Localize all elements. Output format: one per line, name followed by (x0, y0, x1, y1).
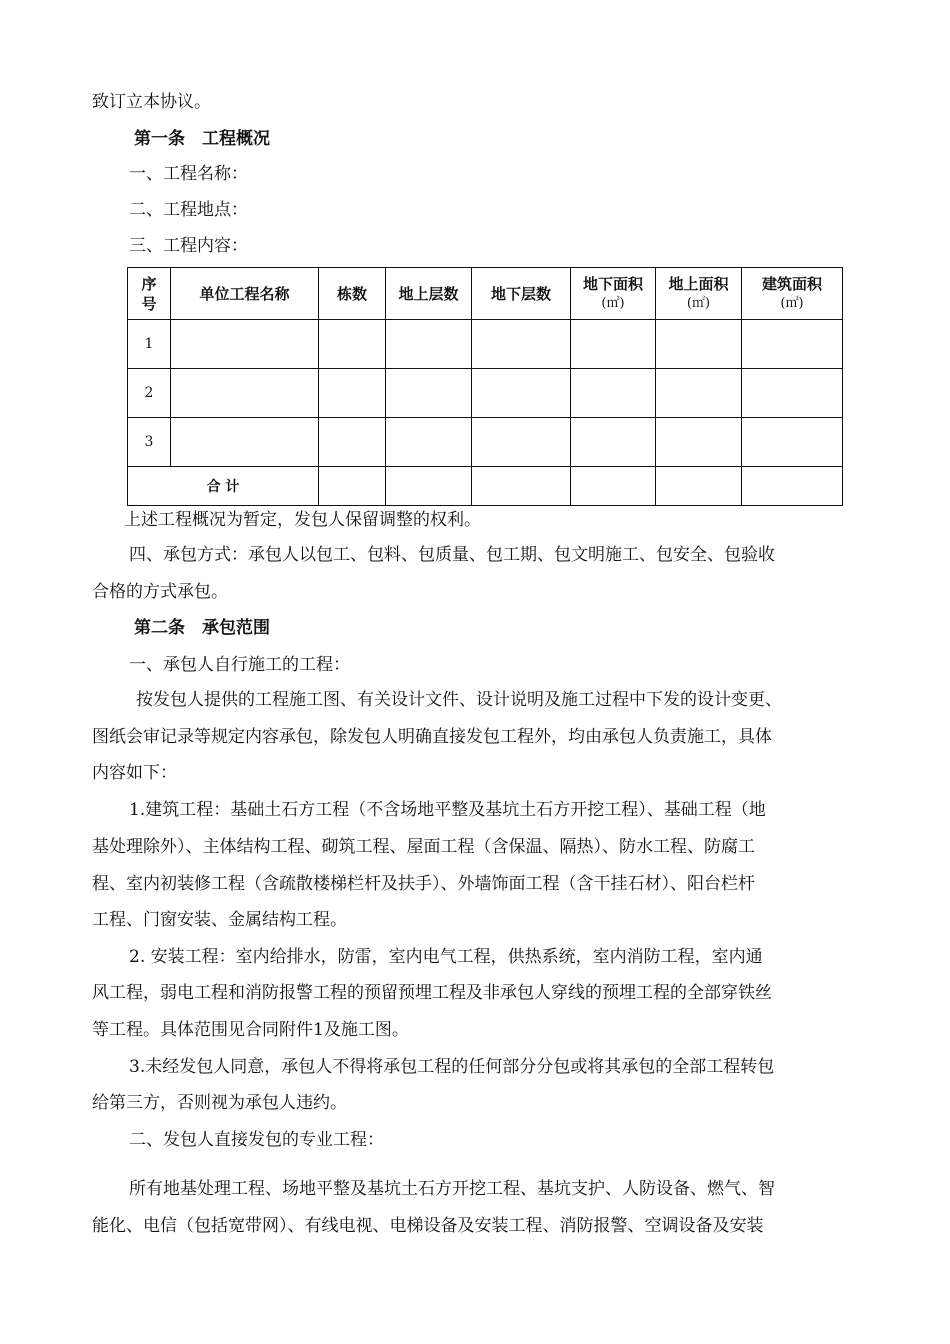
header-buildings: 栋数 (319, 268, 386, 320)
article-1-heading: 第一条 工程概况 (134, 129, 270, 149)
text-line: 给第三方，否则视为承包人违约。 (92, 1093, 347, 1113)
text-line: 3.未经发包人同意，承包人不得将承包工程的任何部分分包或将其承包的全部工程转包 (129, 1057, 775, 1077)
text-line: 工程、门窗安装、金属结构工程。 (92, 910, 347, 930)
table-cell (742, 467, 843, 506)
text-line: 上述工程概况为暂定，发包人保留调整的权利。 (124, 510, 481, 530)
header-name: 单位工程名称 (171, 268, 319, 320)
row-number: 2 (128, 369, 171, 418)
total-label: 合 计 (128, 467, 319, 506)
text-line: 按发包人提供的工程施工图、有关设计文件、设计说明及施工过程中下发的设计变更、 (136, 690, 782, 710)
text-line: 二、工程地点： (129, 200, 248, 220)
table-cell (571, 320, 656, 369)
text-line: 2. 安装工程：室内给排水，防雷，室内电气工程，供热系统，室内消防工程，室内通 (129, 947, 763, 967)
text-line: 致订立本协议。 (92, 92, 211, 112)
text-line: 基处理除外）、主体结构工程、砌筑工程、屋面工程（含保温、隔热）、防水工程、防腐工 (92, 837, 755, 857)
text-line: 图纸会审记录等规定内容承包，除发包人明确直接发包工程外，均由承包人负责施工，具体 (92, 727, 772, 747)
text-line: 内容如下： (92, 763, 177, 783)
text-line: 四、承包方式：承包人以包工、包料、包质量、包工期、包文明施工、包安全、包验收 (129, 545, 775, 565)
table-cell (472, 467, 571, 506)
text-line: 一、工程名称： (129, 164, 248, 184)
text-line: 一、承包人自行施工的工程： (129, 655, 350, 675)
table-cell (171, 369, 319, 418)
table-cell (742, 369, 843, 418)
table-cell (319, 369, 386, 418)
table-cell (171, 418, 319, 467)
table-row (128, 418, 843, 467)
table-cell (656, 320, 742, 369)
text-line: 1.建筑工程：基础土石方工程（不含场地平整及基坑土石方开挖工程）、基础工程（地 (129, 800, 766, 820)
header-below-area: 地下面积 (㎡) (571, 268, 656, 320)
text-line: 程、室内初装修工程（含疏散楼梯栏杆及扶手）、外墙饰面工程（含干挂石材）、阳台栏杆 (92, 874, 755, 894)
table-cell (472, 369, 571, 418)
article-2-heading: 第二条 承包范围 (134, 618, 270, 638)
table-cell (656, 418, 742, 467)
table-cell (386, 418, 472, 467)
text-line: 合格的方式承包。 (92, 582, 228, 602)
table-cell (319, 320, 386, 369)
table-cell (656, 467, 742, 506)
text-line: 等工程。具体范围见合同附件1及施工图。 (92, 1020, 409, 1040)
text-line: 二、发包人直接发包的专业工程： (129, 1130, 384, 1150)
table-cell (171, 320, 319, 369)
table-cell (386, 320, 472, 369)
header-above-area: 地上面积 (㎡) (656, 268, 742, 320)
header-seq: 序 号 (128, 268, 171, 320)
text-line: 风工程，弱电工程和消防报警工程的预留预埋工程及非承包人穿线的预埋工程的全部穿铁丝 (92, 983, 772, 1003)
row-number: 1 (128, 320, 171, 369)
table-header-row (128, 268, 843, 320)
table-cell (742, 320, 843, 369)
table-row (128, 320, 843, 369)
table-row (128, 369, 843, 418)
table-cell (386, 467, 472, 506)
table-cell (571, 369, 656, 418)
table-cell (571, 418, 656, 467)
header-above-floors: 地上层数 (386, 268, 472, 320)
text-line: 能化、电信（包括宽带网）、有线电视、电梯设备及安装工程、消防报警、空调设备及安装 (92, 1216, 764, 1236)
table-cell (472, 320, 571, 369)
table-total-row (128, 467, 843, 506)
table-cell (742, 418, 843, 467)
header-below-floors: 地下层数 (472, 268, 571, 320)
table-cell (319, 467, 386, 506)
header-total-area: 建筑面积 (㎡) (742, 268, 843, 320)
table-cell (656, 369, 742, 418)
text-line: 所有地基处理工程、场地平整及基坑土石方开挖工程、基坑支护、人防设备、燃气、智 (129, 1179, 775, 1199)
project-content-table (127, 267, 843, 506)
row-number: 3 (128, 418, 171, 467)
table-cell (472, 418, 571, 467)
table-cell (386, 369, 472, 418)
table-cell (571, 467, 656, 506)
table-cell (319, 418, 386, 467)
text-line: 三、工程内容： (129, 236, 248, 256)
